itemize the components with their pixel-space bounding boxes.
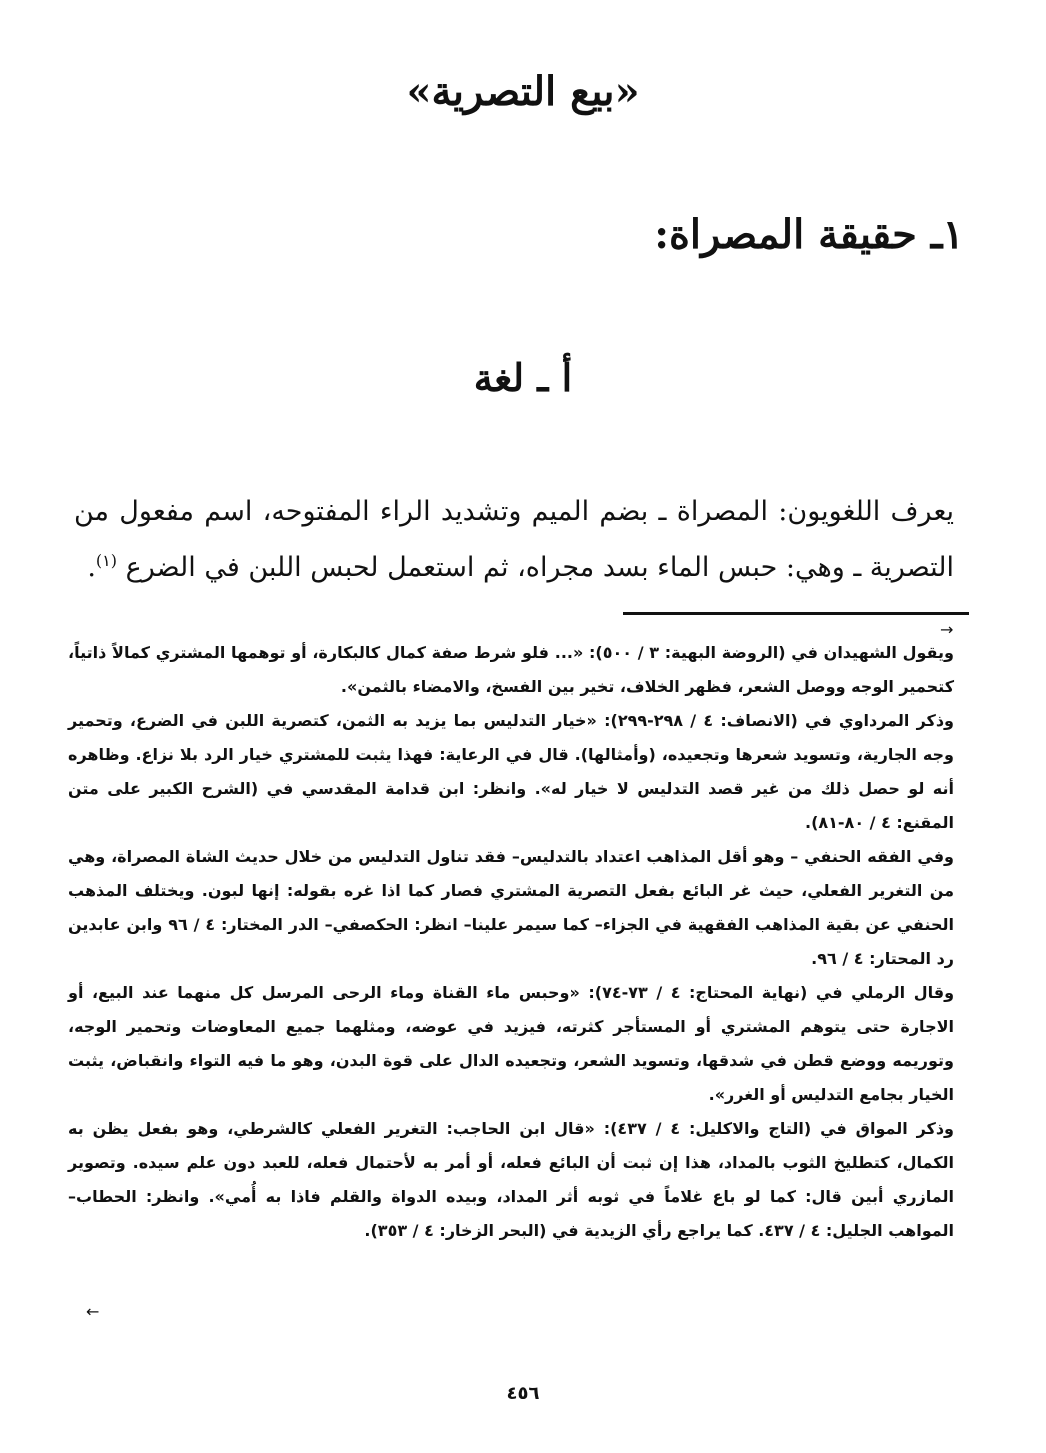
footnote-paragraph: وذكر المرداوي في (الانصاف: ٤ / ٢٩٨-٢٩٩): «خيار التدليس بما يزيد به الثمن، كتصرية اللبن في الضرع، وتحمير وجه الجارية، وتسويد شعرها وتجعيده، (وأمثالها). قال في الرعاية: فهذا يثبت للمشتري خيار الرد بلا نزاع. وظاهره أنه لو حصل ذلك من غير قصد التدليس لا خيار له». وانظر: ابن قدامة المقدسي في (الشرح الكبير على متن المقنع: ٤ / ٨٠-٨١). <box>68 711 955 832</box>
footnote-separator <box>623 612 969 615</box>
subsection-heading: أ ـ لغة <box>473 355 573 400</box>
page-number: ٤٥٦ <box>506 1383 540 1404</box>
footnote-paragraph: ويقول الشهيدان في (الروضة البهية: ٣ / ٥٠٠): «... فلو شرط صفة كمال كالبكارة، أو توهمها المشتري كمالاً ذاتياً، كتحمير الوجه ووصل الشعر، فظهر الخلاف، تخير بين الفسخ، والامضاء بالثمن». <box>68 643 954 696</box>
footnote-paragraph: وقال الرملي في (نهاية المحتاج: ٤ / ٧٣-٧٤): «وحبس ماء القناة وماء الرحى المرسل كل منهما عند البيع، أو الاجارة حتى يتوهم المشتري أو المستأجر كثرته، فيزيد في عوضه، ومثلهما جميع المعاوضات وتحمير الوجه، وتوريمه ووضع قطن في شدقها، وتسويد الشعر، وتجعيده الدال على قوة البدن، وهو ما فيه التواء وانقباض، يثبت الخيار بجامع التدليس أو الغرر». <box>68 983 955 1104</box>
body-end-punctuation: . <box>87 552 96 583</box>
footnotes-section <box>68 636 954 1248</box>
footnote-continues-arrow-icon: ← <box>86 1302 100 1321</box>
footnote-paragraph: وفي الفقه الحنفي – وهو أقل المذاهب اعتداد بالتدليس– فقد تناول التدليس من خلال حديث الشاة المصراة، وهي من التغرير الفعلي، حيث غر البائع بفعل التصرية المشتري فصار كما اذا غره بقوله: إنها لبون. ويختلف المذهب الحنفي عن بقية المذاهب الفقهية في الجزاء– كما سيمر علينا– انظر: الحكصفي– الدر المختار: ٤ / ٩٦ وابن عابدين رد المحتار: ٤ / ٩٦. <box>68 847 954 968</box>
footnote-continuation-arrow-icon: → <box>940 620 954 639</box>
body-paragraph <box>74 484 954 596</box>
footnote-paragraph: وذكر المواق في (التاج والاكليل: ٤ / ٤٣٧): «قال ابن الحاجب: التغرير الفعلي كالشرطي، وهو بفعل يظن به الكمال، كتطليخ الثوب بالمداد، هذا إن ثبت أن البائع فعله، أو أمر به لأحتمال فعله، للعبد دون علم سيده. وتصوير المازري أبين قال: كما لو باع غلاماً في ثوبه أثر المداد، وبيده الدواة والقلم فاذا به أُمي». وانظر: الحطاب– المواهب الجليل: ٤ / ٤٣٧. كما يراجع رأي الزيدية في (البحر الزخار: ٤ / ٣٥٣). <box>68 1119 954 1240</box>
section-heading: ١ـ حقيقة المصراة: <box>654 211 964 258</box>
body-paragraph-text: يعرف اللغويون: المصراة ـ بضم الميم وتشديد الراء المفتوحه، اسم مفعول من التصرية ـ وهي: حبس الماء بسد مجراه، ثم استعمل لحبس اللبن في الضرع <box>74 496 954 583</box>
footnote-reference[interactable]: (١) <box>95 551 117 570</box>
chapter-title: «بيع التصرية» <box>406 68 640 115</box>
